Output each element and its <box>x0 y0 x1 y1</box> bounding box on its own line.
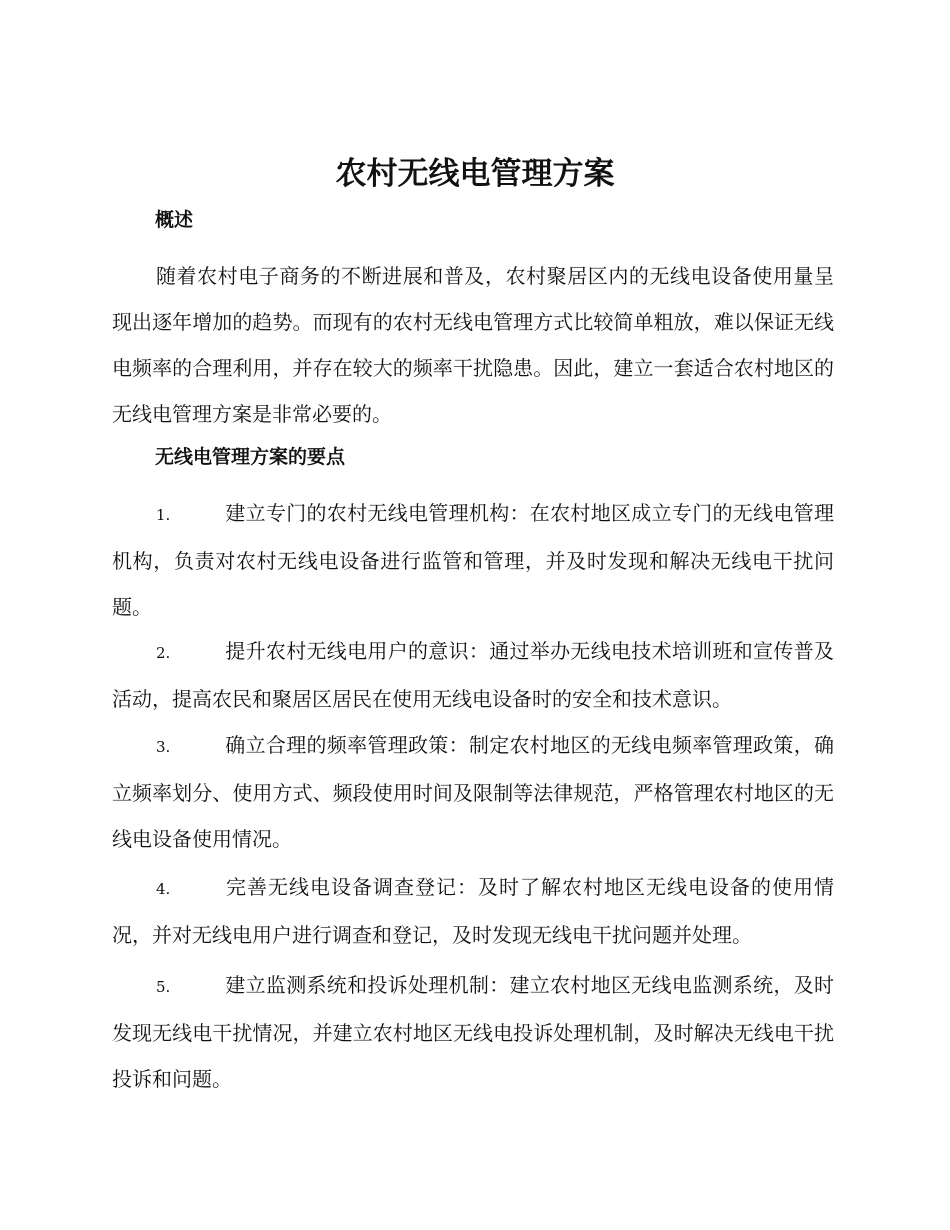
list-item <box>112 490 834 630</box>
list-item-number: 2. <box>156 644 171 662</box>
list-item <box>112 722 834 862</box>
list-item <box>112 864 834 958</box>
list-item <box>112 962 834 1102</box>
section-heading-key-points: 无线电管理方案的要点 <box>155 446 346 468</box>
list-item <box>112 628 834 722</box>
list-item-text: 建立监测系统和投诉处理机制：建立农村地区无线电监测系统，及时发现无线电干扰情况，并建立农村地区无线电投诉处理机制，及时解决无线电干扰投诉和问题。 <box>112 973 834 1091</box>
document-title: 农村无线电管理方案 <box>335 156 615 192</box>
list-item-text: 提升农村无线电用户的意识：通过举办无线电技术培训班和宣传普及活动，提高农民和聚居区居民在使用无线电设备时的安全和技术意识。 <box>112 639 834 711</box>
list-item-number: 4. <box>156 880 171 898</box>
list-item-text: 确立合理的频率管理政策：制定农村地区的无线电频率管理政策，确立频率划分、使用方式、频段使用时间及限制等法律规范，严格管理农村地区的无线电设备使用情况。 <box>112 733 834 851</box>
list-item-number: 1. <box>156 506 171 524</box>
section-heading-overview: 概述 <box>155 209 194 231</box>
list-item-text: 建立专门的农村无线电管理机构：在农村地区成立专门的无线电管理机构，负责对农村无线电设备进行监管和管理，并及时发现和解决无线电干扰问题。 <box>112 501 834 619</box>
list-item-text: 完善无线电设备调查登记：及时了解农村地区无线电设备的使用情况，并对无线电用户进行调查和登记，及时发现无线电干扰问题并处理。 <box>112 875 834 947</box>
list-item-number: 5. <box>156 978 171 996</box>
overview-paragraph: 随着农村电子商务的不断进展和普及，农村聚居区内的无线电设备使用量呈现出逐年增加的趋势。而现有的农村无线电管理方式比较简单粗放，难以保证无线电频率的合理利用，并存在较大的频率干扰隐患。因此，建立一套适合农村地区的无线电管理方案是非常必要的。 <box>112 264 834 426</box>
list-item-number: 3. <box>156 738 171 756</box>
